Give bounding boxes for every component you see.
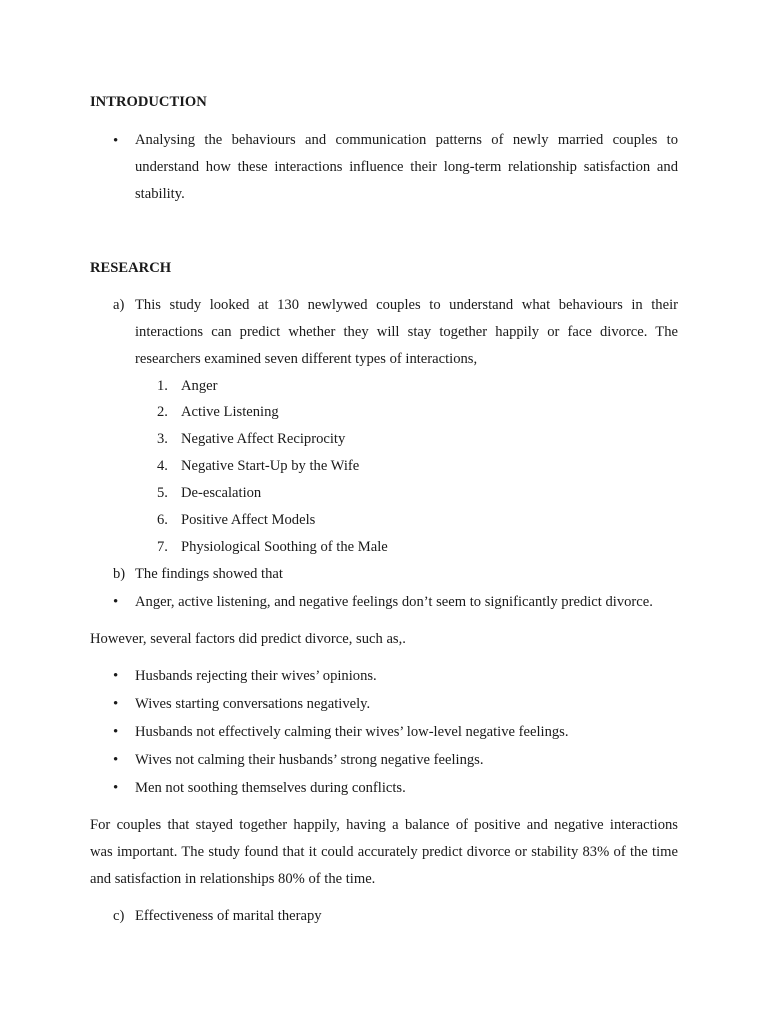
couples-paragraph	[90, 812, 678, 893]
numbered-item: Negative Start-Up by the Wife	[181, 458, 360, 474]
numbered-marker: 2.	[157, 404, 168, 420]
numbered-item: Physiological Soothing of the Male	[181, 539, 388, 555]
factor-item: Wives not calming their husbands’ strong negative feelings.	[135, 752, 484, 768]
numbered-item: De-escalation	[181, 485, 262, 501]
couples-line-1: For couples that stayed together happily, having a balance of positive and negative interactions	[90, 817, 678, 833]
bullet-icon: •	[113, 696, 119, 712]
factor-item: Husbands not effectively calming their wives’ low-level negative feelings.	[135, 724, 569, 740]
numbered-marker: 5.	[157, 485, 168, 501]
bullet-icon: •	[113, 724, 119, 740]
introduction-line-1: Analysing the behaviours and communication patterns of newly married couples to	[135, 132, 678, 148]
bullet-icon: •	[113, 668, 119, 684]
numbered-marker: 7.	[157, 539, 168, 555]
factor-item: Husbands rejecting their wives’ opinions.	[135, 668, 377, 684]
introduction-line-2: understand how these interactions influence their long-term relationship satisfaction and	[135, 159, 678, 175]
numbered-marker: 3.	[157, 431, 168, 447]
numbered-item: Anger	[181, 378, 218, 394]
numbered-marker: 4.	[157, 458, 168, 474]
findings-bullet: Anger, active listening, and negative feelings don’t seem to significantly predict divorce.	[135, 594, 653, 610]
item-a-line-1: This study looked at 130 newlywed couples to understand what behaviours in their	[135, 297, 678, 313]
bullet-icon: •	[113, 752, 119, 768]
couples-line-2: was important. The study found that it could accurately predict divorce or stability 83% of the time	[90, 844, 678, 860]
item-c-text: Effectiveness of marital therapy	[135, 908, 322, 924]
item-a-text	[135, 292, 678, 373]
item-a-line-2: interactions can predict whether they will stay together happily or face divorce. The	[135, 324, 678, 340]
bullet-icon: •	[113, 133, 119, 149]
introduction-line-3: stability.	[135, 186, 185, 202]
bullet-icon: •	[113, 594, 119, 610]
item-a-marker: a)	[113, 297, 125, 313]
numbered-marker: 6.	[157, 512, 168, 528]
numbered-item: Negative Affect Reciprocity	[181, 431, 346, 447]
factor-item: Wives starting conversations negatively.	[135, 696, 371, 712]
item-c-marker: c)	[113, 908, 125, 924]
item-b-text: The findings showed that	[135, 566, 283, 582]
factor-item: Men not soothing themselves during conflicts.	[135, 780, 406, 796]
item-b-marker: b)	[113, 566, 126, 582]
numbered-item: Positive Affect Models	[181, 512, 316, 528]
introduction-bullet	[135, 127, 678, 208]
numbered-item: Active Listening	[181, 404, 279, 420]
bullet-icon: •	[113, 780, 119, 796]
item-a-line-3: researchers examined seven different types of interactions,	[135, 351, 478, 367]
couples-line-3: and satisfaction in relationships 80% of the time.	[90, 871, 376, 887]
research-heading: RESEARCH	[90, 260, 172, 276]
numbered-marker: 1.	[157, 378, 168, 394]
introduction-heading: INTRODUCTION	[90, 94, 207, 110]
however-paragraph: However, several factors did predict divorce, such as,.	[90, 631, 406, 647]
